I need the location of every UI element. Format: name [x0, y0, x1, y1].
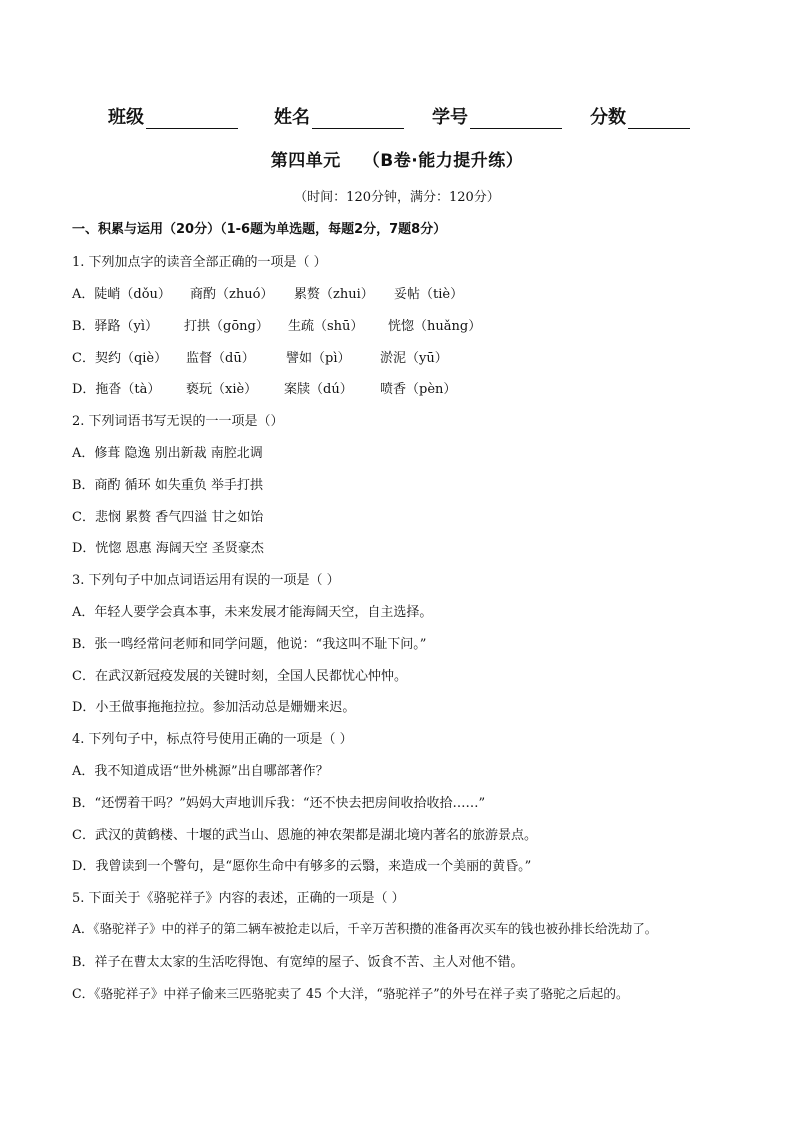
q1-a-word-2: 商酌（zhuó）	[190, 287, 274, 302]
section-heading: 一、积累与运用（20分）（1-6题为单选题，每题2分，7题8分）	[72, 222, 447, 237]
name-label: 姓名	[274, 107, 310, 128]
title-unit: 第四单元	[270, 151, 341, 171]
class-label: 班级	[108, 107, 144, 128]
student-id-blank[interactable]	[470, 110, 562, 129]
name-blank[interactable]	[312, 110, 404, 129]
q3-option-b[interactable]: B．张一鸣经常问老师和同学问题，他说：“我这叫不耻下问。”	[72, 637, 427, 652]
time-score-note: （时间：120分钟，满分：120分）	[294, 190, 500, 205]
q1-b-word-3: 生疏（shū）	[288, 319, 364, 334]
q1-option-d[interactable]	[72, 378, 456, 397]
q3-option-d[interactable]: D．小王做事拖拖拉拉。参加活动总是姗姗来迟。	[72, 700, 356, 715]
student-id-label: 学号	[432, 107, 468, 128]
q4-option-c[interactable]: C．武汉的黄鹤楼、十堰的武当山、恩施的神农架都是湖北境内著名的旅游景点。	[72, 828, 537, 843]
q3-option-c[interactable]: C．在武汉新冠疫发展的关键时刻，全国人民都忧心忡忡。	[72, 669, 407, 684]
score-label: 分数	[590, 107, 626, 128]
q1-option-a[interactable]	[72, 283, 463, 302]
q1-d-word-2: 亵玩（xiè）	[186, 382, 258, 397]
q3-stem: 3. 下列句子中加点词语运用有误的一项是（ ）	[72, 573, 340, 588]
student-info-row	[108, 103, 708, 129]
q1-c-word-2: 监督（dū）	[186, 351, 255, 366]
student-id-field[interactable]	[432, 103, 562, 129]
q1-a-word-1: A．陡峭（dǒu）	[72, 287, 171, 302]
class-field[interactable]	[108, 103, 238, 129]
q5-option-c[interactable]: C．《骆驼祥子》中祥子偷来三匹骆驼卖了 45 个大洋，“骆驼祥子”的外号在祥子卖了骆驼之后起的。	[72, 986, 629, 1001]
q2-option-a[interactable]: A．修葺 隐逸 别出新裁 南腔北调	[72, 446, 263, 461]
q4-stem: 4. 下列句子中，标点符号使用正确的一项是（ ）	[72, 732, 353, 747]
q5-option-b[interactable]: B．祥子在曹太太家的生活吃得饱、有宽绰的屋子、饭食不苦、主人对他不错。	[72, 955, 524, 970]
score-blank[interactable]	[628, 110, 690, 129]
q1-option-b[interactable]	[72, 315, 481, 334]
q5-option-a[interactable]: A．《骆驼祥子》中的祥子的第二辆车被抢走以后，千辛万苦积攒的准备再次买车的钱也被孙排长给洗劫了。	[72, 921, 658, 936]
q2-option-b[interactable]: B．商酌 循环 如失重负 举手打拱	[72, 478, 263, 493]
q1-c-word-3: 譬如（pì）	[286, 351, 351, 366]
q1-d-word-4: 喷香（pèn）	[380, 382, 457, 397]
q1-option-c[interactable]	[72, 347, 448, 366]
q1-d-word-1: D．拖沓（tà）	[72, 382, 161, 397]
q1-stem: 1. 下列加点字的读音全部正确的一项是（ ）	[72, 255, 327, 270]
q1-b-word-2: 打拱（gōng）	[184, 319, 269, 334]
q4-option-d[interactable]: D．我曾读到一个警句，是“愿你生命中有够多的云翳，来造成一个美丽的黄昏。”	[72, 859, 532, 874]
name-field[interactable]	[274, 103, 404, 129]
score-field[interactable]	[590, 103, 690, 129]
q1-d-word-3: 案牍（dú）	[284, 382, 353, 397]
q4-option-a[interactable]: A．我不知道成语“世外桃源”出自哪部著作？	[72, 764, 329, 779]
q4-option-b[interactable]: B．“还愣着干吗？”妈妈大声地训斥我：“还不快去把房间收拾收拾……”	[72, 796, 486, 811]
q3-option-a[interactable]: A．年轻人要学会真本事，未来发展才能海阔天空，自主选择。	[72, 605, 433, 620]
q1-c-word-1: C．契约（qiè）	[72, 351, 168, 366]
q1-c-word-4: 淤泥（yū）	[380, 351, 448, 366]
title-level: （B卷·能力提升练）	[362, 151, 524, 171]
q1-b-word-4: 恍惚（huǎng）	[388, 319, 482, 334]
q2-stem: 2. 下列词语书写无误的一一项是（）	[72, 414, 284, 429]
q1-a-word-3: 累赘（zhui）	[294, 287, 374, 302]
page-title	[0, 146, 794, 171]
q5-stem: 5. 下面关于《骆驼祥子》内容的表述，正确的一项是（ ）	[72, 891, 405, 906]
q1-b-word-1: B．驿路（yì）	[72, 319, 159, 334]
q1-a-word-4: 妥帖（tiè）	[394, 287, 464, 302]
class-blank[interactable]	[146, 110, 238, 129]
q2-option-d[interactable]: D．恍惚 恩惠 海阔天空 圣贤豪杰	[72, 541, 264, 556]
q2-option-c[interactable]: C．悲悯 累赘 香气四溢 甘之如饴	[72, 510, 264, 525]
